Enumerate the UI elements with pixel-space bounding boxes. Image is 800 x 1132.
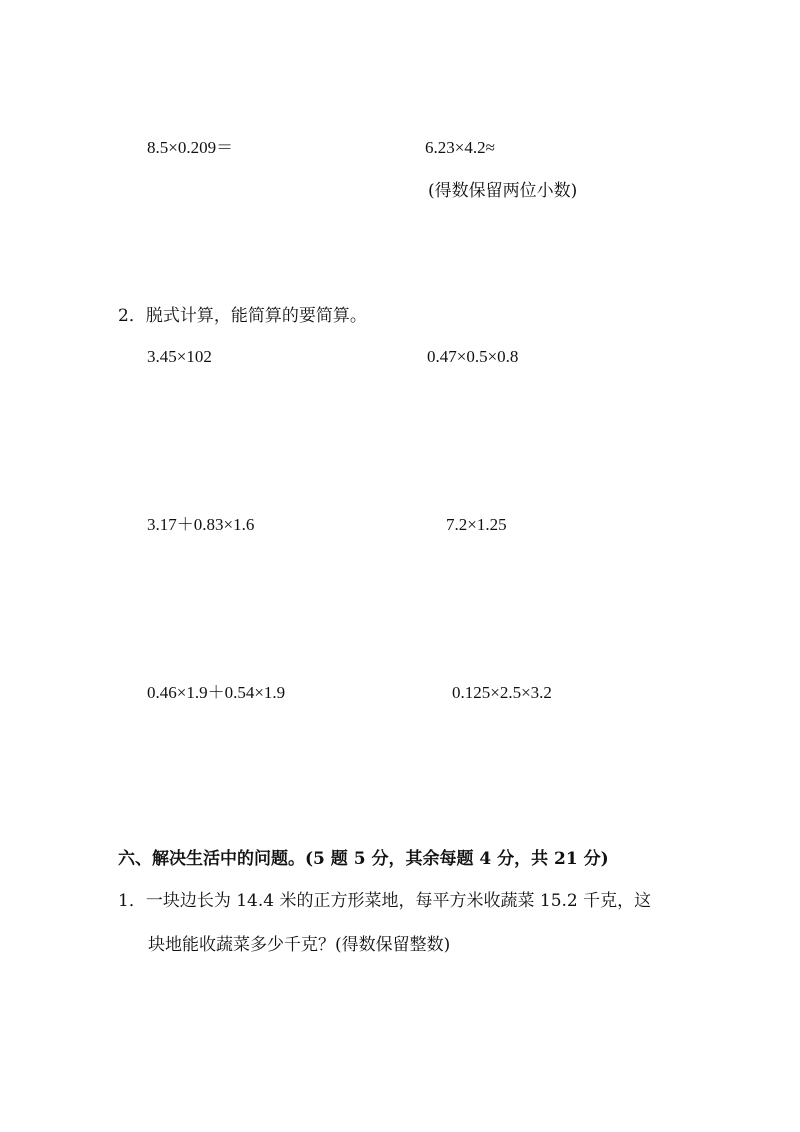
- rounding-note: (得数保留两位小数): [428, 181, 578, 201]
- expr-0-46-x-1-9-plus-0-54-x-1-9: 0.46×1.9＋0.54×1.9: [147, 683, 286, 702]
- section-6-heading: 六、解决生活中的问题。(5 题 5 分，其余每题 4 分，共 21 分): [118, 849, 609, 869]
- expr-3-45-x-102: 3.45×102: [147, 347, 212, 366]
- question-1-line-1: 1．一块边长为 14.4 米的正方形菜地，每平方米收蔬菜 15.2 千克，这: [118, 891, 652, 911]
- expr-0-125-x-2-5-x-3-2: 0.125×2.5×3.2: [452, 683, 552, 702]
- expr-7-2-x-1-25: 7.2×1.25: [446, 515, 507, 534]
- expr-6-23-x-4-2: 6.23×4.2≈: [425, 138, 495, 157]
- expr-0-47-x-0-5-x-0-8: 0.47×0.5×0.8: [427, 347, 519, 366]
- section-2-heading: 2．脱式计算，能简算的要简算。: [118, 306, 367, 326]
- expr-3-17-plus-0-83-x-1-6: 3.17＋0.83×1.6: [147, 515, 255, 534]
- expr-8-5-x-0-209: 8.5×0.209＝: [147, 138, 234, 157]
- question-1-line-2: 块地能收蔬菜多少千克？(得数保留整数): [148, 935, 451, 955]
